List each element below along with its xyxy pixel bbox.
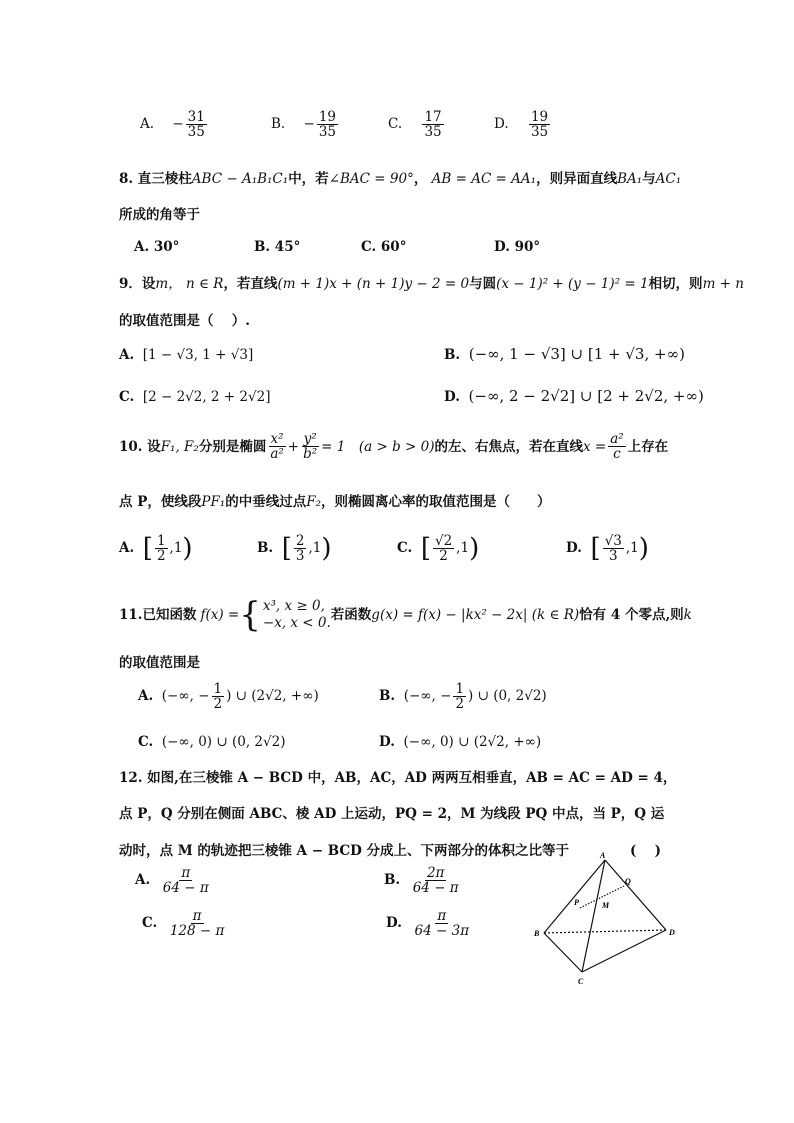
q12-option-b: B. $\frac{2\pi}{64 - \pi}$ [384,865,459,897]
edge-bd-hidden [544,930,666,933]
q12-answer-paren: ( ) [630,843,661,859]
q11-option-b: B. (−∞, − $\frac{1}{2}$ ) ∪ (0, 2√2) [379,681,547,713]
q12-stem-line3: 动时，点 M 的轨迹把三棱锥 A − BCD 分成上、下两部分的体积之比等于 [119,843,570,859]
label-a: A [600,851,606,860]
q12-option-a: A. $\frac{\pi}{64 - \pi}$ [135,865,209,897]
q11-stem-line1: 11.已知函数 f(x) = { x³, x ≥ 0, −x, x < 0. 若函数 g(x) = f(x) − |kx² − 2x| (k ∈ R) 恰有 4 个零点,则 k [119,595,692,635]
label-m: M [602,901,610,910]
fraction: $\frac{19}{35}$ [530,109,549,141]
q11-option-a: A. (−∞, − $\frac{1}{2}$ ) ∪ (2√2, +∞) [138,681,319,713]
edge-bc [544,933,582,972]
q10-stem-line2: 点 P，使线段PF₁的中垂线过点F₂，则椭圆离心率的取值范围是（ ） [119,494,551,510]
q7-option-d: D. $\frac{19}{35}$ [494,109,549,141]
piecewise-brace: { x³, x ≥ 0, −x, x < 0. [239,595,331,635]
edge-ad [605,860,666,930]
fraction: $\frac{\text{x²}}{\text{a²}}$ [270,431,284,463]
fraction: $\frac{\pi}{64 - 3\pi}$ [414,908,470,940]
q7-option-b: B. − $\frac{19}{35}$ [271,109,337,141]
q9-option-a: A. [1 − √3, 1 + √3] [119,347,254,363]
q7-option-c: C. $\frac{17}{35}$ [388,109,442,141]
q12-stem-line2: 点 P，Q 分别在侧面 ABC、棱 AD 上运动，PQ = 2，M 为线段 PQ 中点，当 P，Q 运 [119,806,665,822]
edge-cd [582,930,666,972]
q8-option-d: D. 90° [494,239,541,255]
q9-stem-line2: 的取值范围是（ ）. [119,313,250,329]
edge-ac [582,860,605,972]
q10-option-a: A. [ $\frac{1}{2}$ ,1) [119,533,193,565]
fraction: $\frac{√3}{3}$ [604,533,622,565]
label-d: D [669,928,675,937]
fraction: $\frac{31}{35}$ [187,109,205,141]
tetrahedron-figure [530,848,680,988]
q12-option-c: C. $\frac{\pi}{128 - \pi}$ [142,908,225,940]
q9-option-c: C. [2 − 2√2, 2 + 2√2] [119,389,271,405]
fraction: $\frac{17}{35}$ [424,109,442,141]
fraction: $\frac{\text{a²}}{c}$ [610,431,624,463]
fraction: $\frac{√2}{2}$ [434,533,453,565]
edge-ab [544,860,605,933]
label-q: Q [625,877,631,886]
q8-option-a: A. 30° [134,239,180,255]
q11-stem-line2: 的取值范围是 [119,655,200,671]
q11-option-d: D. (−∞, 0) ∪ (2√2, +∞) [379,734,542,750]
q7-option-a: A. − $\frac{31}{35}$ [140,109,205,141]
q10-option-d: D. [ $\frac{√3}{3}$ ,1) [566,533,649,565]
q10-option-b: B. [ $\frac{2}{3}$ ,1) [257,533,332,565]
q11-option-c: C. (−∞, 0) ∪ (0, 2√2) [138,734,286,750]
label-p: P [574,898,579,907]
fraction: $\frac{\pi}{128 - \pi}$ [169,908,225,940]
q10-stem-line1: 10. 设 F₁, F₂ 分别是椭圆 $\frac{\text{x²}}{\text{a²}}$ + $\frac{\text{y²}}{\text{b²}}$ = 1 (a > b > 0) 的左、右焦点，若在直线 x = $\frac{\text{a²}}{c}$ 上存在 [119,431,669,463]
q8-stem-line2: 所成的角等于 [119,207,200,223]
label-c: C [578,977,584,986]
fraction: $\frac{\text{y²}}{\text{b²}}$ [303,431,318,463]
q8-stem-line1: 8. 直三棱柱ABC − A₁B₁C₁中，若∠BAC = 90°， AB = AC = AA₁，则异面直线BA₁与AC₁ [119,171,682,187]
fraction: $\frac{2}{3}$ [295,533,305,565]
q10-option-c: C. [ $\frac{√2}{2}$ ,1) [397,533,480,565]
q8-option-b: B. 45° [254,239,301,255]
fraction: $\frac{1}{2}$ [156,533,166,565]
fraction: $\frac{2\pi}{64 - \pi}$ [412,865,459,897]
q12-stem-line1: 12. 如图,在三棱锥 A − BCD 中，AB，AC，AD 两两互相垂直，AB = AC = AD = 4， [119,770,677,786]
label-b: B [534,929,540,938]
q12-option-d: D. $\frac{\pi}{64 - 3\pi}$ [386,908,470,940]
fraction: $\frac{\pi}{64 - \pi}$ [162,865,209,897]
q9-option-b: B. (−∞, 1 − √3] ∪ [1 + √3, +∞) [444,345,685,363]
q9-option-d: D. (−∞, 2 − 2√2] ∪ [2 + 2√2, +∞) [444,387,704,405]
q8-option-c: C. 60° [361,239,407,255]
q9-stem-line1: 9．设m， n ∈ R，若直线(m + 1)x + (n + 1)y − 2 = 0与圆(x − 1)² + (y − 1)² = 1相切，则m + n [119,276,744,292]
fraction: $\frac{19}{35}$ [318,109,337,141]
